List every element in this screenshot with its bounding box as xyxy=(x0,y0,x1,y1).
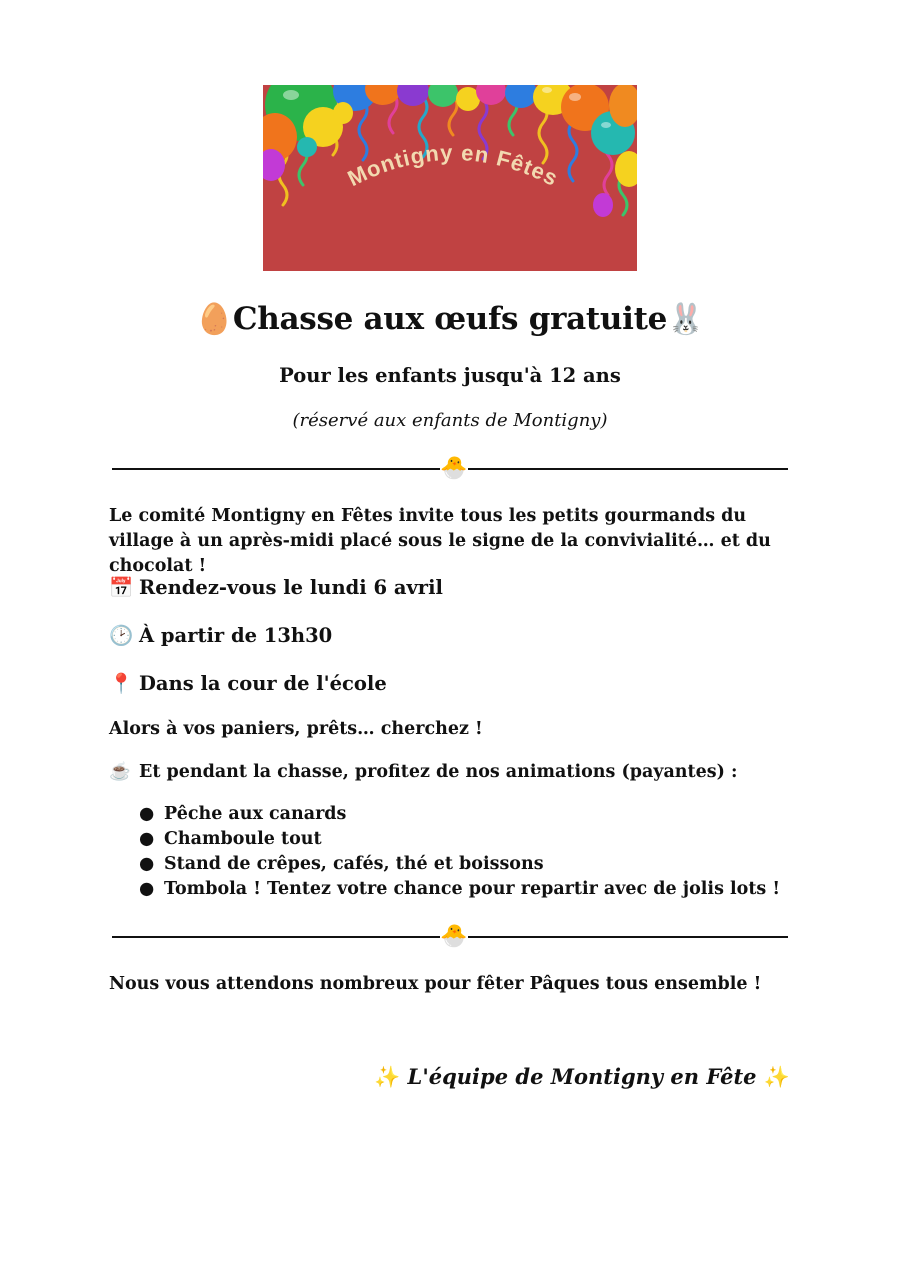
divider-line-left xyxy=(112,936,440,938)
detail-date-text: Rendez-vous le lundi 6 avril xyxy=(139,576,443,599)
detail-date xyxy=(109,574,809,602)
closing-paragraph: Nous vous attendons nombreux pour fêter Pâques tous ensemble ! xyxy=(109,974,762,994)
list-item-text: Stand de crêpes, cafés, thé et boissons xyxy=(164,854,544,874)
sparkles-icon: ✨ xyxy=(374,1065,401,1089)
pin-icon: 📍 xyxy=(109,672,134,695)
activities-intro-text: Et pendant la chasse, profitez de nos animations (payantes) : xyxy=(139,762,738,782)
list-item-text: Pêche aux canards xyxy=(164,804,347,824)
page-title xyxy=(0,296,900,343)
list-item xyxy=(109,877,829,902)
bullet-icon: ● xyxy=(139,879,155,899)
list-item xyxy=(109,852,829,877)
detail-place-text: Dans la cour de l'école xyxy=(139,672,387,695)
subtitle: Pour les enfants jusqu'à 12 ans xyxy=(279,364,621,387)
divider-line-right xyxy=(468,468,788,470)
coffee-icon: ☕ xyxy=(109,762,131,782)
list-item-text: Chamboule tout xyxy=(164,829,322,849)
bullet-icon: ● xyxy=(139,854,155,874)
balloons-illustration xyxy=(263,85,637,271)
divider xyxy=(112,454,788,484)
bullet-icon: ● xyxy=(139,804,155,824)
egg-icon: 🥚 xyxy=(195,302,233,337)
list-item-text: Tombola ! Tentez votre chance pour repartir avec de jolis lots ! xyxy=(164,879,781,899)
signature xyxy=(300,1062,790,1092)
bullet-icon: ● xyxy=(139,829,155,849)
divider-line-left xyxy=(112,468,440,470)
banner-text: Montigny en Fêtes xyxy=(343,139,563,192)
calendar-icon: 📅 xyxy=(109,576,134,599)
eligibility-note: (réservé aux enfants de Montigny) xyxy=(292,410,608,431)
call-to-action: Alors à vos paniers, prêts… cherchez ! xyxy=(109,719,483,739)
detail-time-text: À partir de 13h30 xyxy=(139,624,333,647)
list-item xyxy=(109,802,829,827)
activities-intro xyxy=(109,760,809,785)
list-item xyxy=(109,827,829,852)
intro-paragraph: Le comité Montigny en Fêtes invite tous les petits gourmands du village à un après-midi placé sous le signe de la convivialité… et du chocolat ! xyxy=(109,506,771,576)
clock-icon: 🕑 xyxy=(109,624,134,647)
title-text: Chasse aux œufs gratuite xyxy=(232,301,668,337)
detail-time xyxy=(109,622,809,650)
banner-image xyxy=(263,85,637,271)
chick-icon: 🐣 xyxy=(440,456,468,481)
signature-text: L'équipe de Montigny en Fête xyxy=(407,1064,757,1089)
divider xyxy=(112,922,788,952)
activities-list xyxy=(109,802,829,902)
sparkles-icon: ✨ xyxy=(763,1065,790,1089)
detail-place xyxy=(109,670,809,698)
divider-line-right xyxy=(468,936,788,938)
rabbit-icon: 🐰 xyxy=(667,302,705,337)
chick-icon: 🐣 xyxy=(440,924,468,949)
